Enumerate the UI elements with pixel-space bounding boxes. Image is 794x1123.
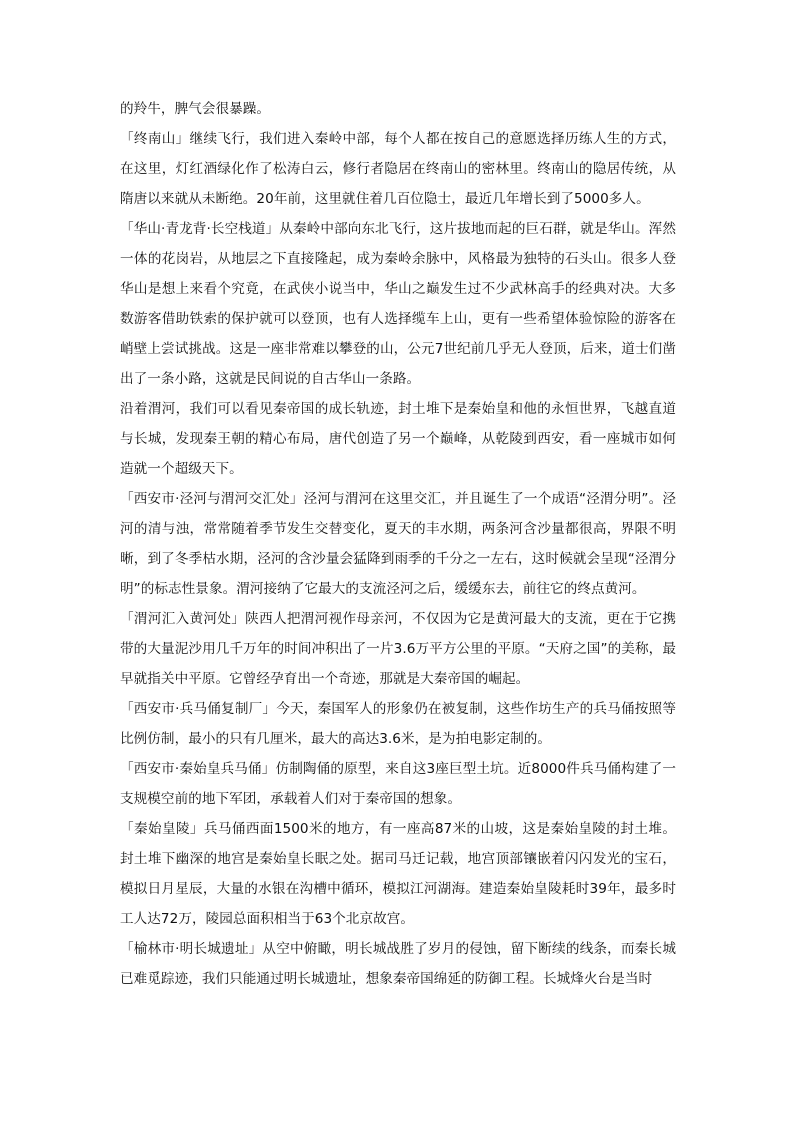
paragraph-5: 「西安市·泾河与渭河交汇处」泾河与渭河在这里交汇，并且诞生了一个成语“泾渭分明”。泾河的清与浊，常常随着季节发生交替变化，夏天的丰水期，两条河含沙量都很高，界限不明晰，到了冬季枯水期，泾河的含沙量会猛降到雨季的千分之一左右，这时候就会呈现“泾渭分明”的标志性景象。渭河接纳了它最大的支流泾河之后，缓缓东去，前往它的终点黄河。 xyxy=(120,491,676,597)
paragraph-7: 「西安市·兵马俑复制厂」今天，秦国军人的形象仍在被复制，这些作坊生产的兵马俑按照等比例仿制，最小的只有几厘米，最大的高达3.6米，是为拍电影定制的。 xyxy=(120,701,676,747)
paragraph-1: 的羚牛，脾气会很暴躁。 xyxy=(120,101,271,117)
paragraph-2: 「终南山」继续飞行，我们进入秦岭中部，每个人都在按自己的意愿选择历练人生的方式，在这里，灯红酒绿化作了松涛白云，修行者隐居在终南山的密林里。终南山的隐居传统，从隋唐以来就从未断绝。20年前，这里就住着几百位隐士，最近几年增长到了5000多人。 xyxy=(120,131,676,207)
paragraph-4: 沿着渭河，我们可以看见秦帝国的成长轨迹，封土堆下是秦始皇和他的永恒世界，飞越直道与长城，发现秦王朝的精心布局，唐代创造了另一个巅峰，从乾陵到西安，看一座城市如何造就一个超级天下。 xyxy=(120,401,676,477)
paragraph-10: 「榆林市·明长城遗址」从空中俯瞰，明长城战胜了岁月的侵蚀，留下断续的线条，而秦长城已难觅踪迹，我们只能通过明长城遗址，想象秦帝国绵延的防御工程。长城烽火台是当时 xyxy=(120,941,676,987)
paragraph-3: 「华山·青龙背·长空栈道」从秦岭中部向东北飞行，这片拔地而起的巨石群，就是华山。浑然一体的花岗岩，从地层之下直接隆起，成为秦岭余脉中，风格最为独特的石头山。很多人登华山是想上来看个究竟，在武侠小说当中，华山之巅发生过不少武林高手的经典对决。大多数游客借助铁索的保护就可以登顶，也有人选择缆车上山，更有一些希望体验惊险的游客在峭壁上尝试挑战。这是一座非常难以攀登的山，公元7世纪前几乎无人登顶，后来，道士们凿出了一条小路，这就是民间说的自古华山一条路。 xyxy=(120,221,676,387)
paragraph-8: 「西安市·秦始皇兵马俑」仿制陶俑的原型，来自这3座巨型土坑。近8000件兵马俑构建了一支规模空前的地下军团，承载着人们对于秦帝国的想象。 xyxy=(120,761,676,807)
paragraph-9: 「秦始皇陵」兵马俑西面1500米的地方，有一座高87米的山坡，这是秦始皇陵的封土堆。封土堆下幽深的地宫是秦始皇长眠之处。据司马迁记载，地宫顶部镶嵌着闪闪发光的宝石，模拟日月星辰，大量的水银在沟槽中循环，模拟江河湖海。建造秦始皇陵耗时39年，最多时工人达72万，陵园总面积相当于63个北京故宫。 xyxy=(120,821,676,927)
document-body xyxy=(120,94,676,994)
paragraph-6: 「渭河汇入黄河处」陕西人把渭河视作母亲河，不仅因为它是黄河最大的支流，更在于它携带的大量泥沙用几千万年的时间冲积出了一片3.6万平方公里的平原。“天府之国”的美称，最早就指关中平原。它曾经孕育出一个奇迹，那就是大秦帝国的崛起。 xyxy=(120,611,676,687)
